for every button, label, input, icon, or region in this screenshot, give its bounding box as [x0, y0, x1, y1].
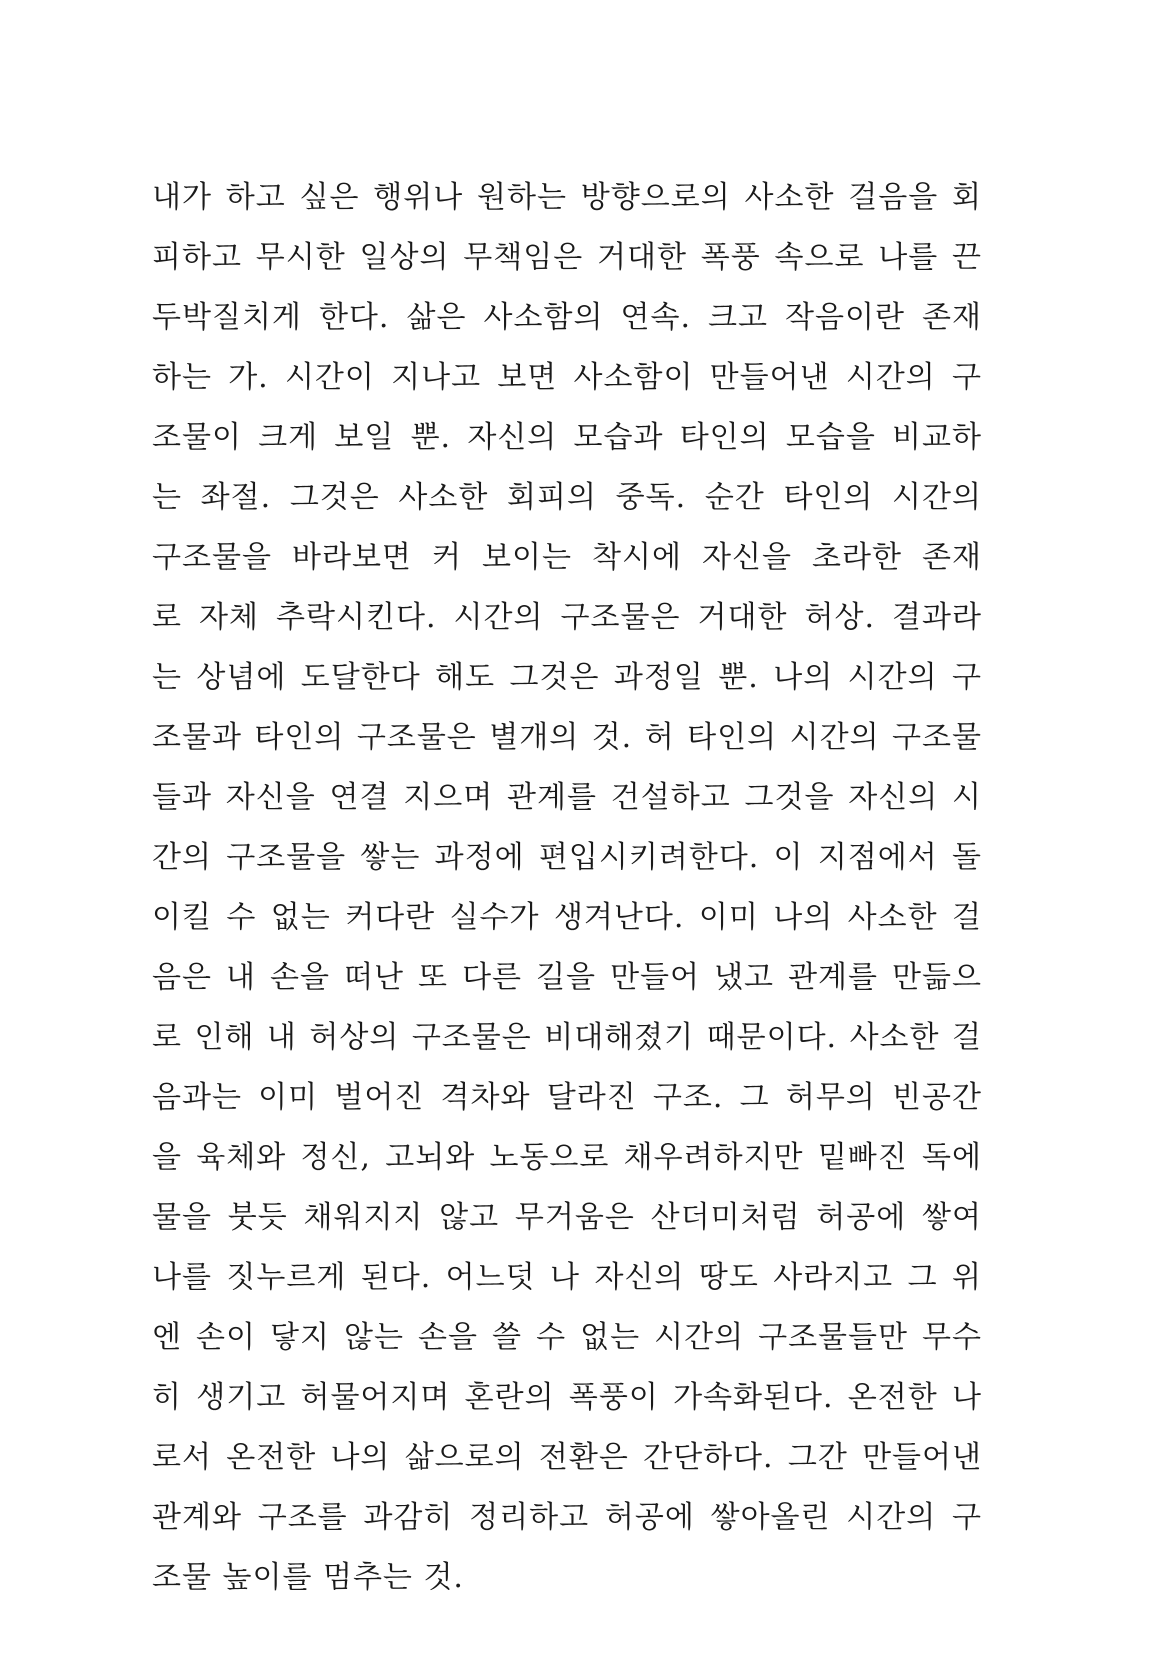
text-line: 관계와 구조를 과감히 정리하고 허공에 쌓아올린 시간의 구 — [152, 1500, 982, 1535]
text-line: 엔 손이 닿지 않는 손을 쓸 수 없는 시간의 구조물들만 무수 — [152, 1320, 982, 1355]
text-line: 는 상념에 도달한다 해도 그것은 과정일 뿐. 나의 시간의 구 — [152, 660, 982, 695]
text-line: 로 자체 추락시킨다. 시간의 구조물은 거대한 허상. 결과라 — [152, 600, 982, 635]
text-line: 피하고 무시한 일상의 무책임은 거대한 폭풍 속으로 나를 끈 — [152, 240, 982, 275]
text-line: 내가 하고 싶은 행위나 원하는 방향으로의 사소한 걸음을 회 — [152, 180, 982, 215]
text-line: 음은 내 손을 떠난 또 다른 길을 만들어 냈고 관계를 만듦으 — [152, 960, 982, 995]
text-line: 들과 자신을 연결 지으며 관계를 건설하고 그것을 자신의 시 — [152, 780, 982, 815]
text-line: 로 인해 내 허상의 구조물은 비대해졌기 때문이다. 사소한 걸 — [152, 1020, 982, 1055]
body-text — [152, 168, 982, 1608]
text-line: 는 좌절. 그것은 사소한 회피의 중독. 순간 타인의 시간의 — [152, 480, 982, 515]
text-line: 물을 붓듯 채워지지 않고 무거움은 산더미처럼 허공에 쌓여 — [152, 1200, 982, 1235]
text-line: 이킬 수 없는 커다란 실수가 생겨난다. 이미 나의 사소한 걸 — [152, 900, 982, 935]
text-line: 조물이 크게 보일 뿐. 자신의 모습과 타인의 모습을 비교하 — [152, 420, 982, 455]
text-line: 조물 높이를 멈추는 것. — [152, 1560, 464, 1595]
text-line: 음과는 이미 벌어진 격차와 달라진 구조. 그 허무의 빈공간 — [152, 1080, 982, 1115]
text-line: 히 생기고 허물어지며 혼란의 폭풍이 가속화된다. 온전한 나 — [152, 1380, 982, 1415]
text-line: 구조물을 바라보면 커 보이는 착시에 자신을 초라한 존재 — [152, 540, 982, 575]
text-line: 두박질치게 한다. 삶은 사소함의 연속. 크고 작음이란 존재 — [152, 300, 982, 335]
text-line: 간의 구조물을 쌓는 과정에 편입시키려한다. 이 지점에서 돌 — [152, 840, 982, 875]
text-line: 조물과 타인의 구조물은 별개의 것. 허 타인의 시간의 구조물 — [152, 720, 982, 755]
text-line: 하는 가. 시간이 지나고 보면 사소함이 만들어낸 시간의 구 — [152, 360, 982, 395]
text-line: 나를 짓누르게 된다. 어느덧 나 자신의 땅도 사라지고 그 위 — [152, 1260, 982, 1295]
text-line: 로서 온전한 나의 삶으로의 전환은 간단하다. 그간 만들어낸 — [152, 1440, 982, 1475]
text-line: 을 육체와 정신, 고뇌와 노동으로 채우려하지만 밑빠진 독에 — [152, 1140, 982, 1175]
